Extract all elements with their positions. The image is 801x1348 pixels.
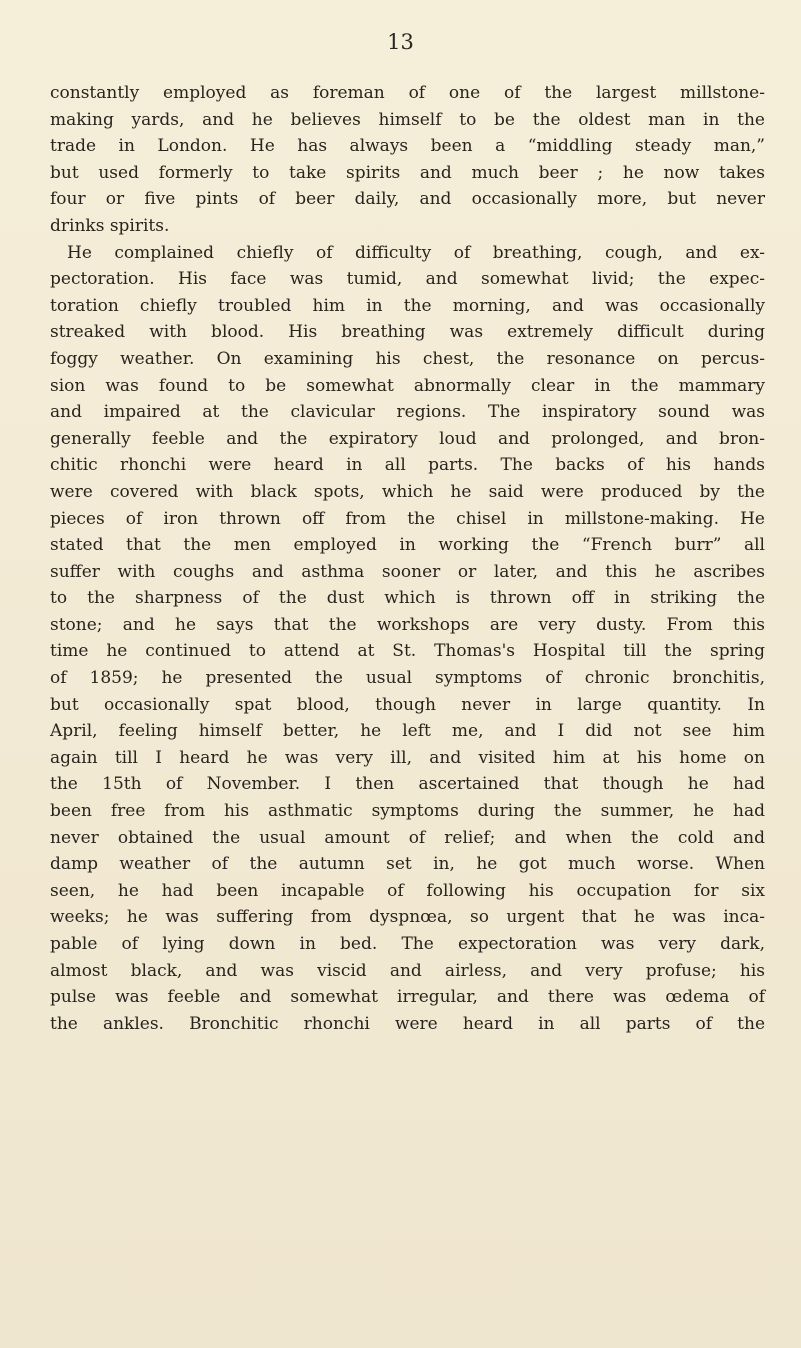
- text-line: pable of lying down in bed. The expectoration was very dark,: [50, 934, 765, 954]
- text-line: streaked with blood. His breathing was extremely difficult during: [50, 322, 765, 343]
- text-line: constantly employed as foreman of one of the largest millstone-: [50, 83, 765, 103]
- text-line: making yards, and he believes himself to be the oldest man in the: [50, 109, 765, 130]
- text-line: seen, he had been incapable of following his occupation for six: [50, 880, 765, 901]
- text-line: again till I heard he was very ill, and visited him at his home on: [50, 747, 765, 768]
- text-line: and impaired at the clavicular regions. The inspiratory sound was: [50, 402, 765, 423]
- text-line: were covered with black spots, which he said were produced by the: [50, 481, 765, 502]
- text-line: stated that the men employed in working the “French burr” all: [50, 535, 765, 556]
- text-line: weeks; he was suffering from dyspnœa, so urgent that he was inca-: [50, 907, 765, 928]
- text-line: toration chiefly troubled him in the morning, and was occasionally: [50, 295, 765, 316]
- text-line: suffer with coughs and asthma sooner or later, and this he ascribes: [50, 561, 765, 582]
- text-line: the ankles. Bronchitic rhonchi were heard in all parts of the: [50, 1013, 765, 1034]
- text-line: but occasionally spat blood, though never in large quantity. In: [50, 694, 765, 715]
- text-line: sion was found to be somewhat abnormally clear in the mammary: [50, 375, 765, 396]
- text-line: April, feeling himself better, he left me, and I did not see him: [50, 721, 765, 742]
- text-line: pieces of iron thrown off from the chisel in millstone-making. He: [50, 508, 765, 529]
- text-line: pectoration. His face was tumid, and somewhat livid; the expec-: [50, 269, 765, 290]
- text-line: chitic rhonchi were heard in all parts. The backs of his hands: [50, 455, 765, 476]
- text-line: time he continued to attend at St. Thomas's Hospital till the spring: [50, 641, 765, 662]
- text-line: but used formerly to take spirits and much beer ; he now takes: [50, 162, 765, 183]
- text-line: almost black, and was viscid and airless, and very profuse; his: [50, 960, 765, 981]
- text-line: four or five pints of beer daily, and occasionally more, but never: [50, 189, 765, 210]
- body-text: [50, 80, 765, 1037]
- text-line: foggy weather. On examining his chest, the resonance on percus-: [50, 348, 765, 369]
- page-number: 13: [387, 30, 414, 54]
- text-line: trade in London. He has always been a “middling steady man,”: [50, 136, 765, 157]
- text-line: the 15th of November. I then ascertained that though he had: [50, 774, 765, 795]
- text-line: generally feeble and the expiratory loud and prolonged, and bron-: [50, 428, 765, 449]
- text-line: been free from his asthmatic symptoms during the summer, he had: [50, 801, 765, 822]
- text-line: to the sharpness of the dust which is thrown off in striking the: [50, 588, 765, 609]
- text-line: pulse was feeble and somewhat irregular, and there was œdema of: [50, 987, 765, 1008]
- text-line: stone; and he says that the workshops are very dusty. From this: [50, 614, 765, 635]
- text-line: never obtained the usual amount of relief; and when the cold and: [50, 827, 765, 848]
- text-line: of 1859; he presented the usual symptoms of chronic bronchitis,: [50, 668, 765, 689]
- text-line: damp weather of the autumn set in, he got much worse. When: [50, 854, 765, 875]
- text-line: drinks spirits.: [50, 215, 170, 236]
- text-line: He complained chiefly of difficulty of breathing, cough, and ex-: [67, 242, 765, 263]
